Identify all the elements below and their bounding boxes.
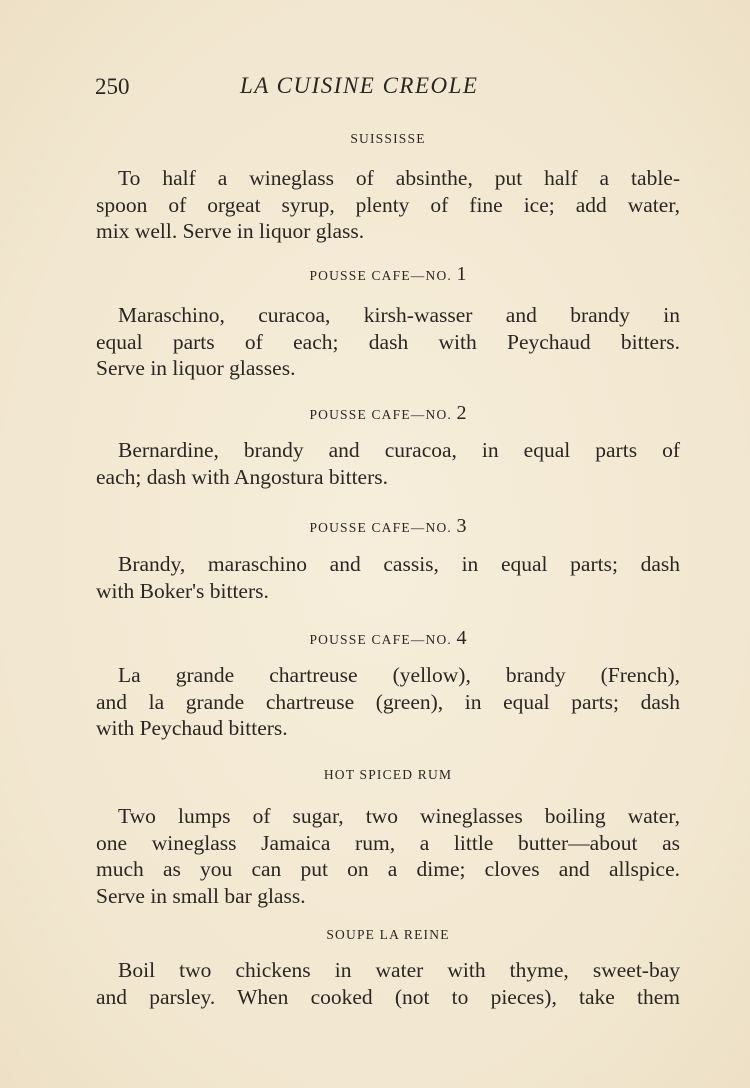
recipe-text-line: much as you can put on a dime; cloves and allspice. — [96, 857, 680, 881]
recipe-text-line: one wineglass Jamaica rum, a little butter—about as — [96, 830, 680, 855]
recipe-heading-text: POUSSE CAFE—NO. — [309, 268, 457, 283]
recipe-heading-number: 4 — [456, 627, 467, 649]
recipe-heading-number: 2 — [456, 402, 467, 424]
recipe-heading-text: POUSSE CAFE—NO. — [309, 520, 457, 535]
recipe-heading-number: 3 — [456, 515, 467, 537]
page-number: 250 — [95, 74, 130, 99]
recipe-heading — [96, 627, 680, 650]
recipe-heading-text: SOUPE LA REINE — [326, 927, 450, 942]
recipe-text-line: Maraschino, curacoa, kirsh-wasser and brandy in — [118, 303, 680, 327]
recipe-text-line: each; dash with Angostura bitters. — [96, 464, 388, 489]
recipe-text-line: spoon of orgeat syrup, plenty of fine ice; add water, — [96, 192, 680, 217]
recipe-heading — [96, 767, 680, 783]
recipe-text-line: and la grande chartreuse (green), in equal parts; dash — [96, 689, 680, 714]
recipe-heading — [96, 263, 680, 286]
running-title: LA CUISINE CREOLE — [240, 73, 479, 98]
recipe-text-line: La grande chartreuse (yellow), brandy (French), — [118, 663, 680, 687]
recipe-text-line: mix well. Serve in liquor glass. — [96, 219, 365, 243]
recipe-text-line: Serve in small bar glass. — [96, 883, 306, 908]
recipe-text-line: with Boker's bitters. — [96, 578, 269, 603]
recipe-text-line: with Peychaud bitters. — [96, 716, 288, 740]
recipe-text-line: and parsley. When cooked (not to pieces), take them — [96, 984, 680, 1009]
recipe-heading-text: POUSSE CAFE—NO. — [309, 632, 457, 647]
recipe-heading-text: HOT SPICED RUM — [323, 767, 453, 782]
recipe-heading — [96, 927, 680, 943]
recipe-heading-text: SUISSISSE — [350, 131, 426, 146]
recipe-heading — [96, 402, 680, 425]
recipe-heading — [96, 515, 680, 538]
recipe-text-line: To half a wineglass of absinthe, put half a table- — [118, 166, 680, 190]
recipe-text-line: Bernardine, brandy and curacoa, in equal parts of — [118, 438, 680, 462]
recipe-text-line: Brandy, maraschino and cassis, in equal parts; dash — [118, 552, 680, 576]
recipe-text-line: equal parts of each; dash with Peychaud bitters. — [96, 329, 680, 354]
recipe-heading-number: 1 — [456, 263, 467, 285]
recipe-heading — [96, 131, 680, 147]
recipe-text-line: Serve in liquor glasses. — [96, 356, 296, 380]
recipe-text-line: Two lumps of sugar, two wineglasses boiling water, — [118, 804, 680, 828]
recipe-heading-text: POUSSE CAFE—NO. — [309, 407, 457, 422]
recipe-text-line: Boil two chickens in water with thyme, sweet-bay — [118, 958, 680, 982]
